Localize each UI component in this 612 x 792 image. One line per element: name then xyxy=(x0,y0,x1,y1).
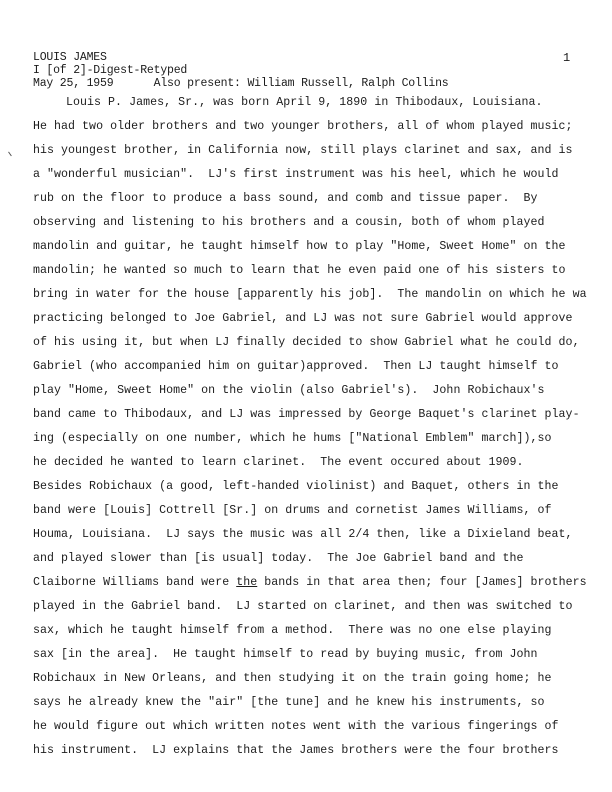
body-line-3: his youngest brother, in California now, still plays clarinet and sax, and is xyxy=(33,144,573,157)
header-present-label: Also present: xyxy=(153,77,241,90)
header-name: LOUIS JAMES xyxy=(33,51,107,64)
body-line-25: Robichaux in New Orleans, and then studying it on the train going home; he xyxy=(33,672,552,685)
body-line-11: of his using it, but when LJ finally decided to show Gabriel what he could do, xyxy=(33,336,580,349)
body-line-9: bring in water for the house [apparently his job]. The mandolin on which he wa xyxy=(33,288,587,301)
underlined-word: the xyxy=(236,576,258,589)
body-line-12: Gabriel (who accompanied him on guitar)approved. Then LJ taught himself to xyxy=(33,360,559,373)
body-line-8: mandolin; he wanted so much to learn that he even paid one of his sisters to xyxy=(33,264,566,277)
body-line-15: ing (especially on one number, which he hums ["National Emblem" march]),so xyxy=(33,432,552,445)
body-line-24: sax [in the area]. He taught himself to read by buying music, from John xyxy=(33,648,538,661)
body-line-23: sax, which he taught himself from a method. There was no one else playing xyxy=(33,624,552,637)
body-line-20: and played slower than [is usual] today. The Joe Gabriel band and the xyxy=(33,552,524,565)
body-line-1: Louis P. James, Sr., was born April 9, 1890 in Thibodaux, Louisiana. xyxy=(66,96,543,109)
page-number: 1 xyxy=(563,51,571,65)
body-line-13: play "Home, Sweet Home" on the violin (also Gabriel's). John Robichaux's xyxy=(33,384,545,397)
header-date: May 25, 1959 xyxy=(33,77,114,90)
body-line-17: Besides Robichaux (a good, left-handed violinist) and Baquet, others in the xyxy=(33,480,559,493)
body-line-14: band came to Thibodaux, and LJ was impressed by George Baquet's clarinet play- xyxy=(33,408,580,421)
body-line-21-end: bands in that area then; four [James] brothers xyxy=(257,576,587,589)
header-date-line xyxy=(33,77,449,90)
body-line-21-start: Claiborne Williams band were xyxy=(33,576,237,589)
header-digest: I [of 2]-Digest-Retyped xyxy=(33,64,188,77)
body-line-27: he would figure out which written notes went with the various fingerings of xyxy=(33,720,559,733)
body-line-18: band were [Louis] Cottrell [Sr.] on drums and cornetist James Williams, of xyxy=(33,504,552,517)
header-present-names: William Russell, Ralph Collins xyxy=(247,77,449,90)
body-line-19: Houma, Louisiana. LJ says the music was all 2/4 then, like a Dixieland beat, xyxy=(33,528,573,541)
body-line-7: mandolin and guitar, he taught himself how to play "Home, Sweet Home" on the xyxy=(33,240,566,253)
body-line-6: observing and listening to his brothers and a cousin, both of whom played xyxy=(33,216,545,229)
body-line-2: He had two older brothers and two younger brothers, all of whom played music; xyxy=(33,120,573,133)
body-line-21 xyxy=(33,576,587,590)
body-line-5: rub on the floor to produce a bass sound, and comb and tissue paper. By xyxy=(33,192,538,205)
margin-mark xyxy=(8,149,16,157)
body-line-10: practicing belonged to Joe Gabriel, and LJ was not sure Gabriel would approve xyxy=(33,312,573,325)
body-line-22: played in the Gabriel band. LJ started on clarinet, and then was switched to xyxy=(33,600,573,613)
body-line-28: his instrument. LJ explains that the James brothers were the four brothers xyxy=(33,744,559,757)
body-line-26: says he already knew the "air" [the tune] and he knew his instruments, so xyxy=(33,696,545,709)
body-line-16: he decided he wanted to learn clarinet. The event occured about 1909. xyxy=(33,456,524,469)
body-line-4: a "wonderful musician". LJ's first instrument was his heel, which he would xyxy=(33,168,559,181)
